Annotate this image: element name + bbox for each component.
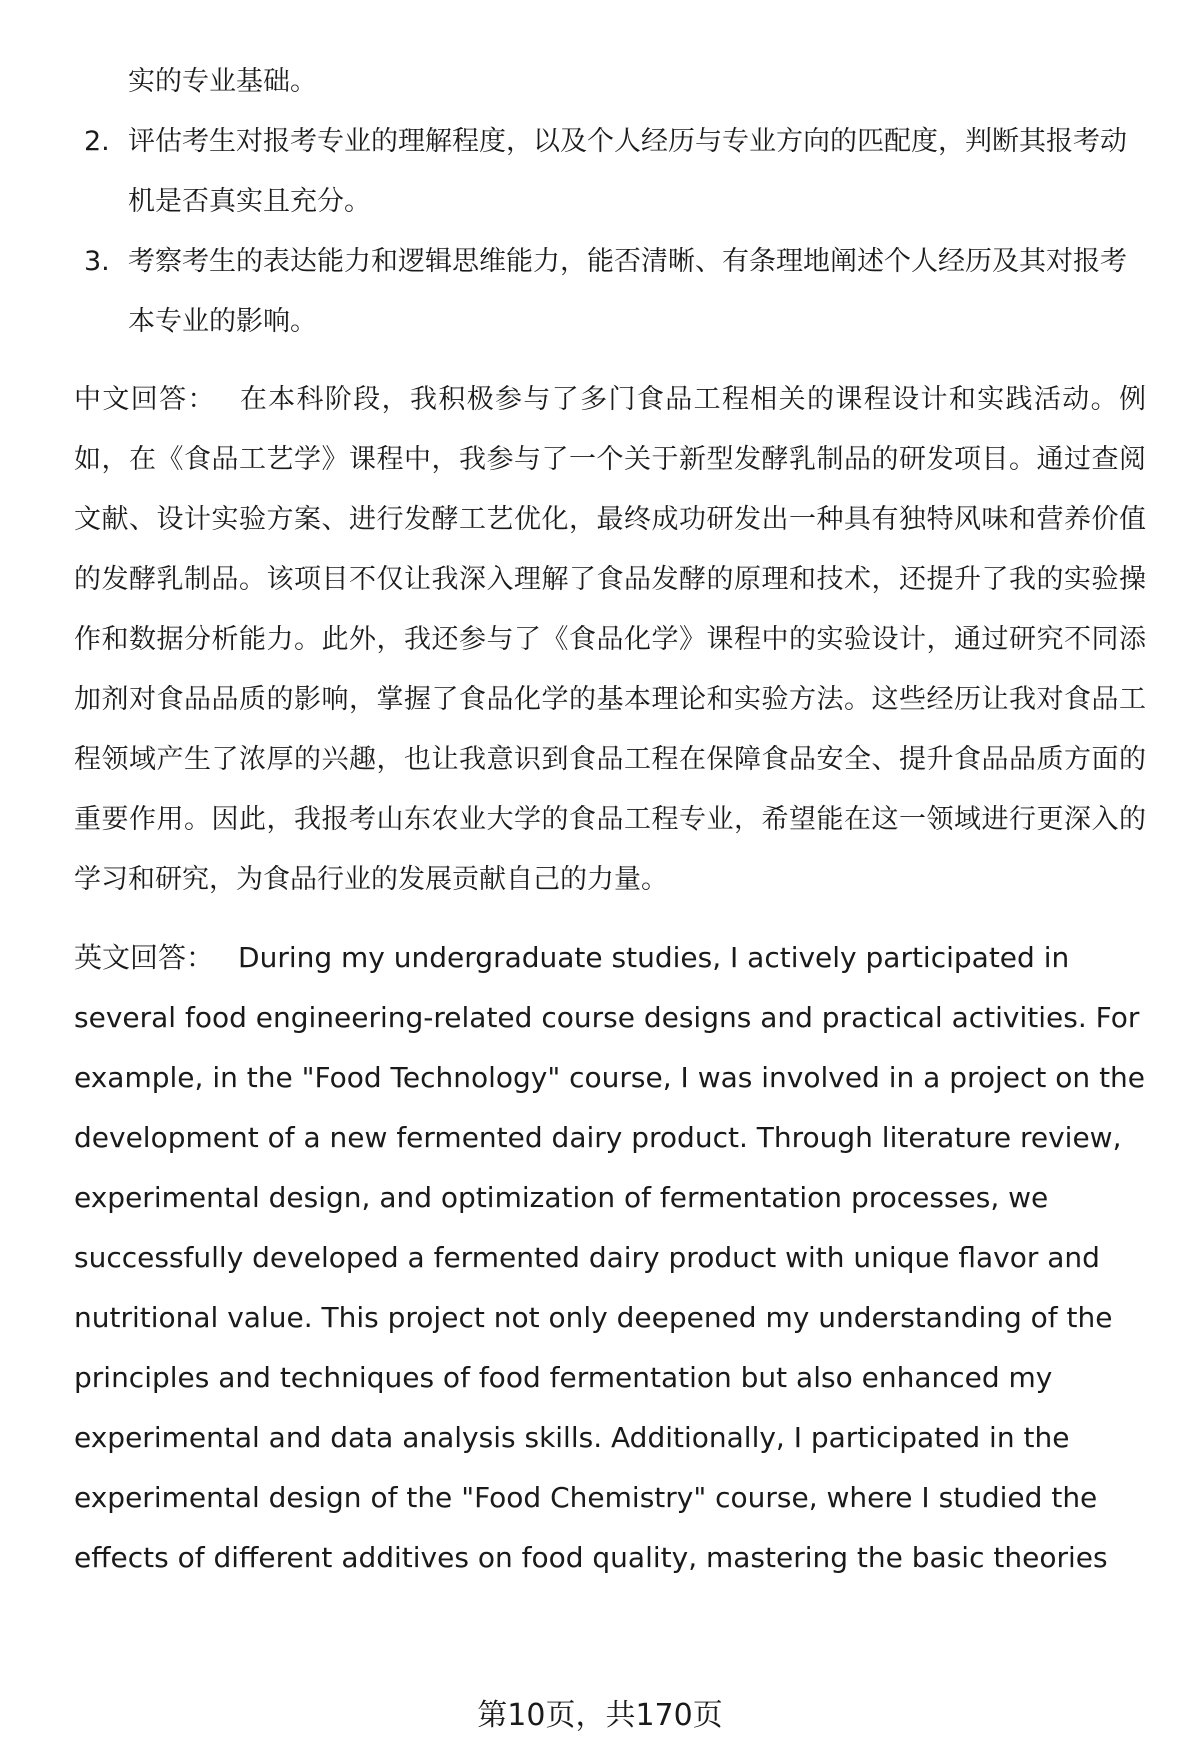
chinese-answer-text: 在本科阶段，我积极参与了多门食品工程相关的课程设计和实践活动。例如，在《食品工艺学》课程中，我参与了一个关于新型发酵乳制品的研发项目。通过查阅文献、设计实验方案、进行发酵工艺优化，最终成功研发出一种具有独特风味和营养价值的发酵乳制品。该项目不仅让我深入理解了食品发酵的原理和技术，还提升了我的实验操作和数据分析能力。此外，我还参与了《食品化学》课程中的实验设计，通过研究不同添加剂对食品品质的影响，掌握了食品化学的基本理论和实验方法。这些经历让我对食品工程领域产生了浓厚的兴趣，也让我意识到食品工程在保障食品安全、提升食品品质方面的重要作用。因此，我报考山东农业大学的食品工程专业，希望能在这一领域进行更深入的学习和研究，为食品行业的发展贡献自己的力量。 [74, 384, 1147, 895]
list-item-text: 评估考生对报考专业的理解程度，以及个人经历与专业方向的匹配度，判断其报考动机是否真实且充分。 [128, 126, 1127, 217]
english-answer-paragraph [74, 928, 1146, 1588]
english-answer-text: During my undergraduate studies, I actively participated in several food engineering-related course designs and practical activities. For example, in the "Food Technology" course, I was involved in a project on the development of a new fermented dairy product. Through literature review, experimental design, and optimization of fermentation processes, we successfully developed a fermented dairy product with unique flavor and nutritional value. This project not only deepened my understanding of the principles and techniques of food fermentation but also enhanced my experimental and data analysis skills. Additionally, I participated in the experimental design of the "Food Chemistry" course, where I studied the effects of different additives on food quality, mastering the basic theories [74, 941, 1146, 1574]
list-item-text: 考察考生的表达能力和逻辑思维能力，能否清晰、有条理地阐述个人经历及其对报考本专业的影响。 [128, 246, 1127, 337]
list-item-number: 3. [84, 246, 110, 277]
page-content [74, 52, 1146, 1588]
list-item-continuation: 实的专业基础。 [128, 66, 317, 97]
list-item [74, 112, 1146, 232]
english-answer-label: 英文回答： [74, 941, 215, 974]
list-item [74, 232, 1146, 352]
chinese-answer-paragraph [74, 370, 1146, 910]
page-number-footer: 第10页，共170页 [477, 1698, 723, 1733]
chinese-answer-label: 中文回答： [74, 384, 216, 415]
list-item-number: 2. [84, 126, 110, 157]
criteria-list [74, 112, 1146, 352]
